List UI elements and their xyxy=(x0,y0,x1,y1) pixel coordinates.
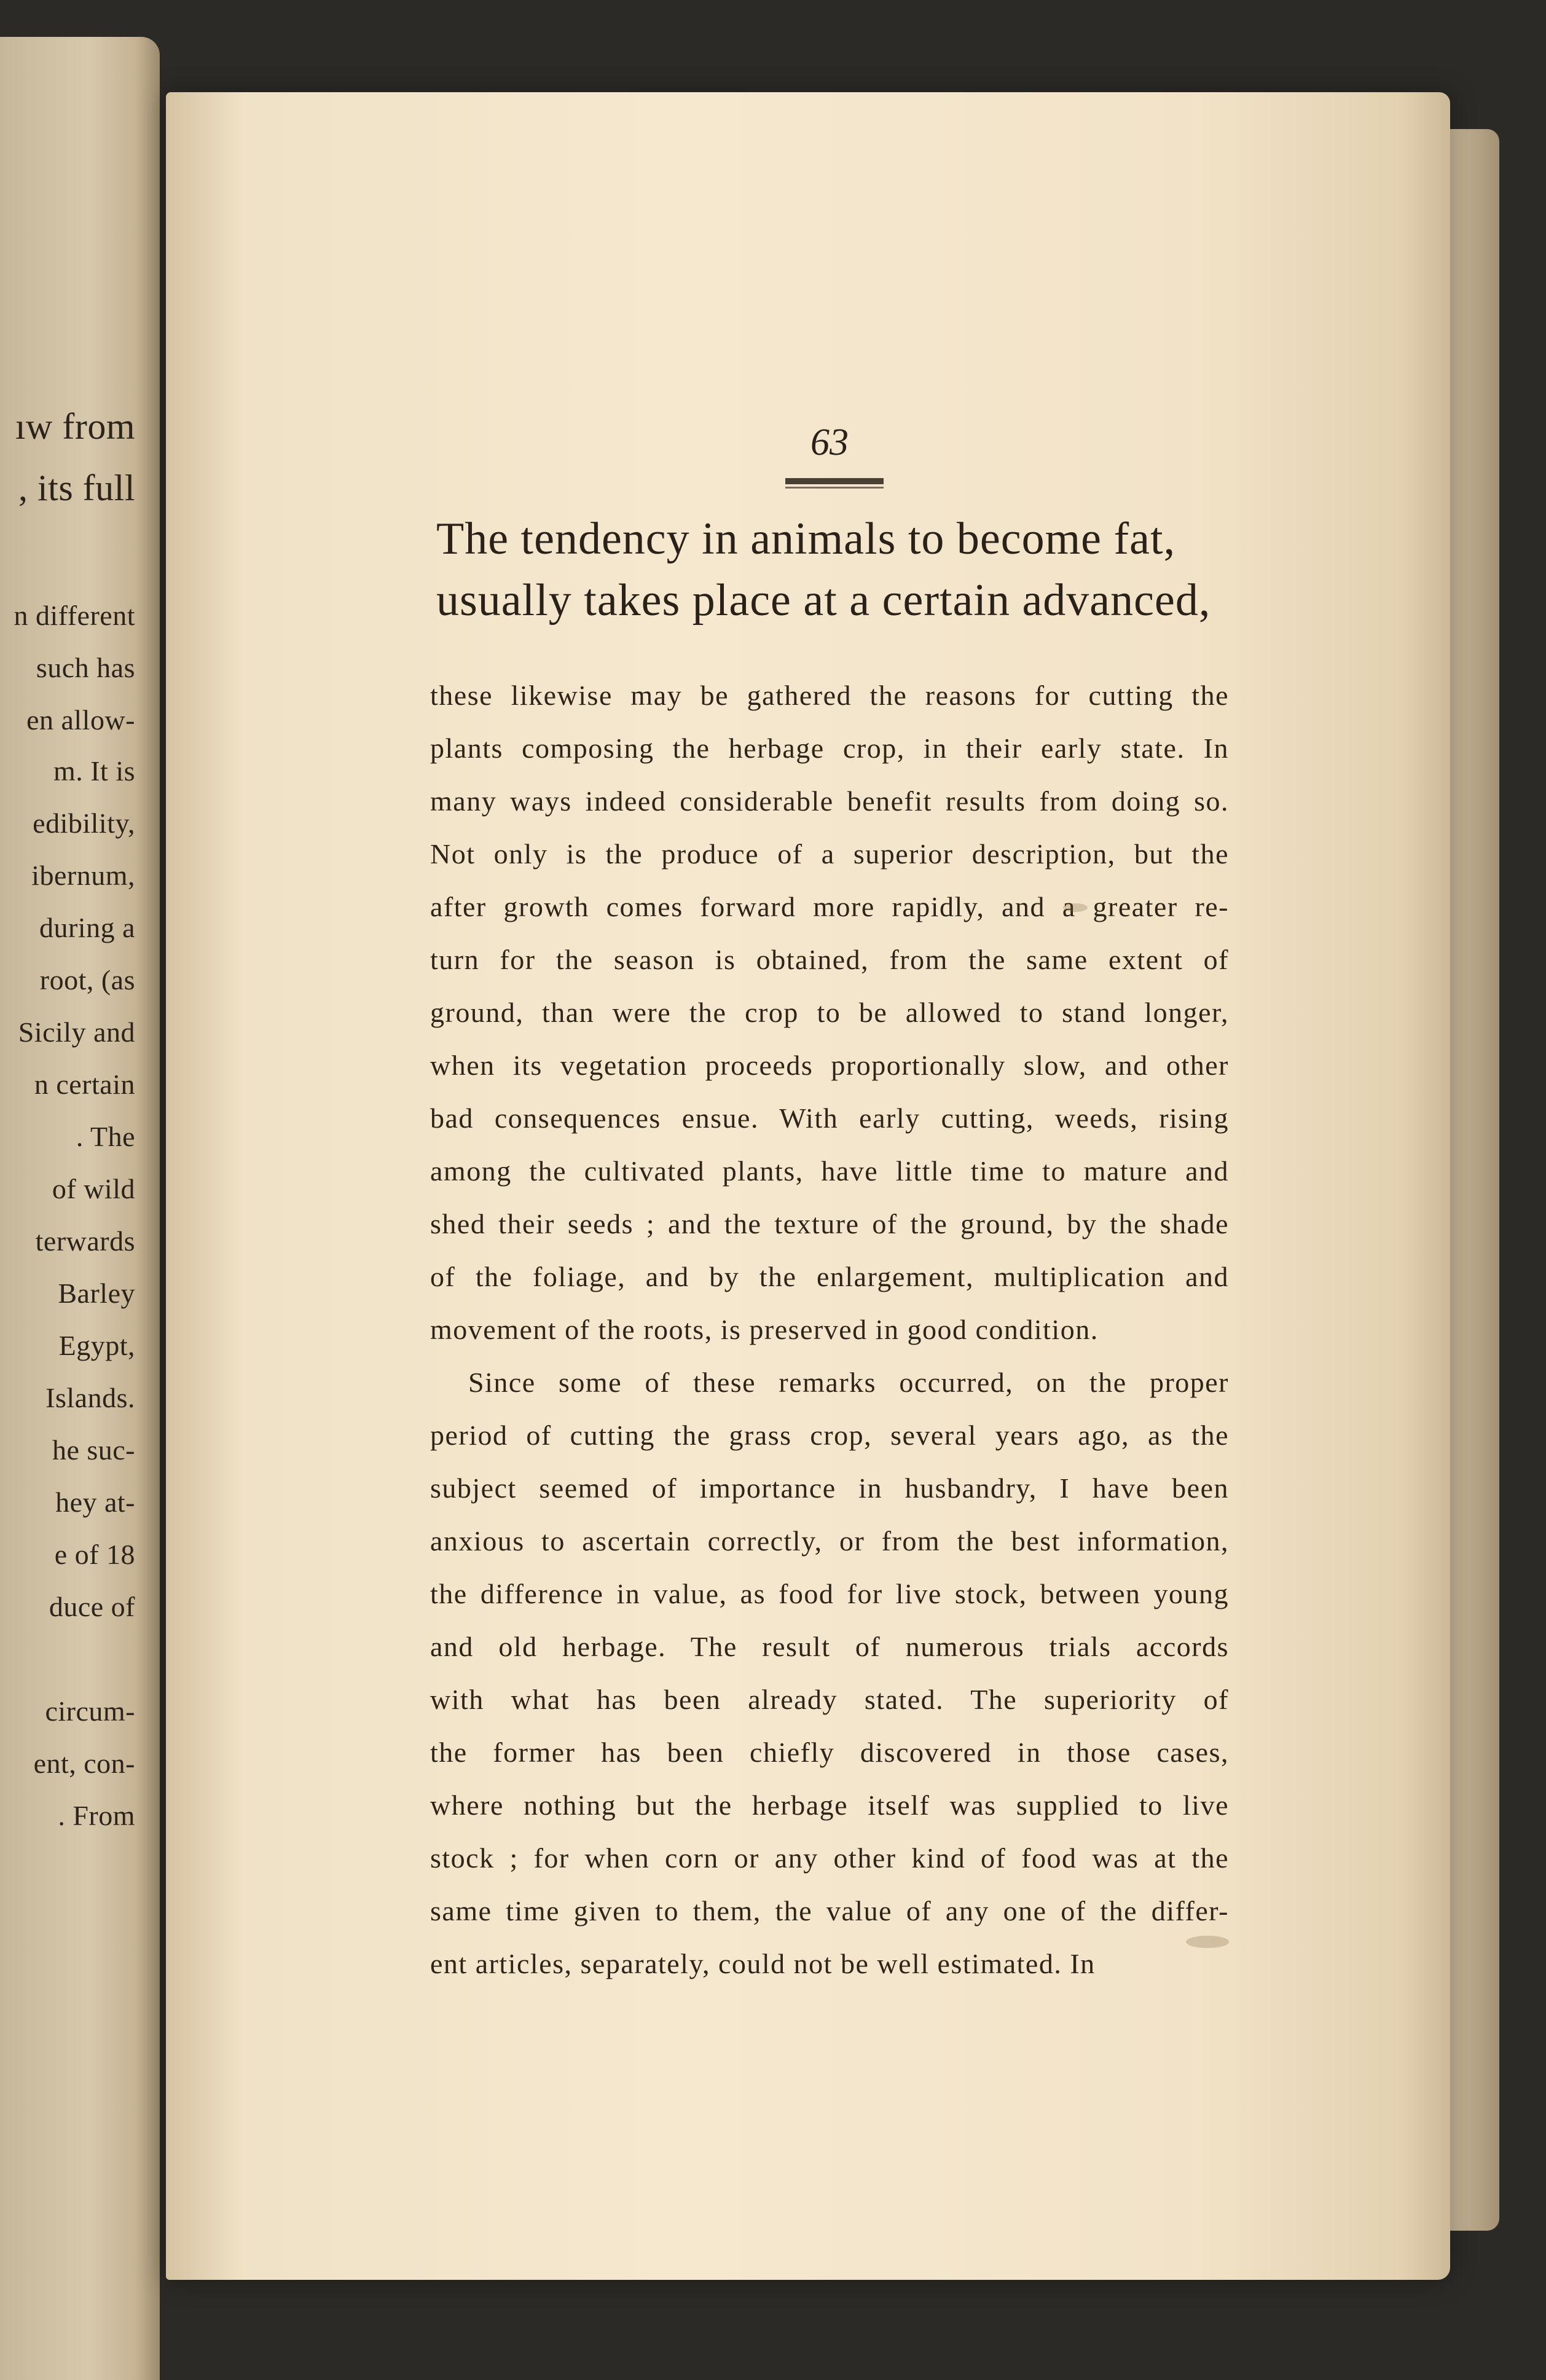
paper-stain xyxy=(1186,1936,1229,1948)
body-line: Since some of these remarks occurred, on the proper xyxy=(468,1367,1229,1398)
body-line: subject seemed of importance in husbandry, I have been xyxy=(430,1472,1229,1504)
body-line: movement of the roots, is preserved in good condition. xyxy=(430,1314,1099,1345)
body-line: where nothing but the herbage itself was supplied to live xyxy=(430,1789,1229,1821)
left-page-line: he suc- xyxy=(52,1434,135,1466)
body-line: ground, than were the crop to be allowed to stand longer, xyxy=(430,997,1229,1028)
body-line: among the cultivated plants, have little time to mature and xyxy=(430,1155,1229,1187)
left-page-line: n different xyxy=(14,600,135,631)
left-page-line: terwards xyxy=(35,1225,135,1257)
left-page-line: Egypt, xyxy=(58,1330,135,1361)
left-page-line: root, (as xyxy=(39,964,135,996)
body-line: Not only is the produce of a superior description, but the xyxy=(430,838,1229,870)
right-page xyxy=(166,92,1450,2280)
header-rule-thin xyxy=(785,487,884,489)
left-page-line: circum- xyxy=(45,1695,135,1727)
body-line: of the foliage, and by the enlargement, multiplication and xyxy=(430,1261,1229,1292)
body-line: many ways indeed considerable benefit results from doing so. xyxy=(430,785,1229,817)
header-rule xyxy=(785,478,884,484)
left-page-line: ıw from xyxy=(15,406,135,447)
heading-line-2: usually takes place at a certain advanced, xyxy=(436,575,1211,626)
left-page-edge xyxy=(0,37,160,2380)
left-page-line: ent, con- xyxy=(33,1748,135,1779)
body-line: the former has been chiefly discovered in those cases, xyxy=(430,1737,1229,1768)
heading-line-1: The tendency in animals to become fat, xyxy=(436,514,1176,564)
body-line: after growth comes forward more rapidly, and a greater re- xyxy=(430,891,1229,922)
left-page-line: during a xyxy=(39,912,135,943)
left-page-line: en allow- xyxy=(26,704,135,736)
left-page-line: n certain xyxy=(34,1069,135,1100)
body-line: with what has been already stated. The superiority of xyxy=(430,1684,1229,1715)
body-line: these likewise may be gathered the reasons for cutting the xyxy=(430,680,1229,711)
body-line: same time given to them, the value of any one of the differ- xyxy=(430,1895,1229,1926)
body-line: when its vegetation proceeds proportionally slow, and other xyxy=(430,1050,1229,1081)
body-line: anxious to ascertain correctly, or from the best information, xyxy=(430,1525,1229,1557)
body-line: the difference in value, as food for live stock, between young xyxy=(430,1578,1229,1609)
left-page-line: hey at- xyxy=(55,1487,135,1518)
page-number: 63 xyxy=(810,422,849,463)
paper-stain xyxy=(1063,903,1088,912)
left-page-line: m. It is xyxy=(53,755,135,787)
body-line: bad consequences ensue. With early cutting, weeds, rising xyxy=(430,1102,1229,1134)
body-line: period of cutting the grass crop, several years ago, as the xyxy=(430,1420,1229,1451)
left-page-line: Sicily and xyxy=(18,1016,135,1048)
left-page-line: . The xyxy=(76,1121,135,1152)
left-page-line: ibernum, xyxy=(31,860,135,891)
left-page-line: Barley xyxy=(58,1278,135,1309)
left-page-line: of wild xyxy=(52,1173,135,1204)
body-line: ent articles, separately, could not be well estimated. In xyxy=(430,1948,1096,1979)
body-line: plants composing the herbage crop, in their early state. In xyxy=(430,732,1229,764)
body-line: turn for the season is obtained, from the same extent of xyxy=(430,944,1229,975)
body-line: stock ; for when corn or any other kind of food was at the xyxy=(430,1842,1229,1874)
left-page-line: , its full xyxy=(18,468,135,508)
left-page-text xyxy=(0,37,160,2380)
left-page-line: such has xyxy=(36,652,135,683)
left-page-line: . From xyxy=(58,1800,135,1831)
left-page-line: e of 18 xyxy=(54,1539,135,1570)
body-line: shed their seeds ; and the texture of the ground, by the shade xyxy=(430,1208,1229,1239)
left-page-line: edibility, xyxy=(33,807,135,839)
left-page-line: duce of xyxy=(49,1591,135,1622)
body-line: and old herbage. The result of numerous trials accords xyxy=(430,1631,1229,1662)
left-page-line: Islands. xyxy=(45,1382,135,1413)
